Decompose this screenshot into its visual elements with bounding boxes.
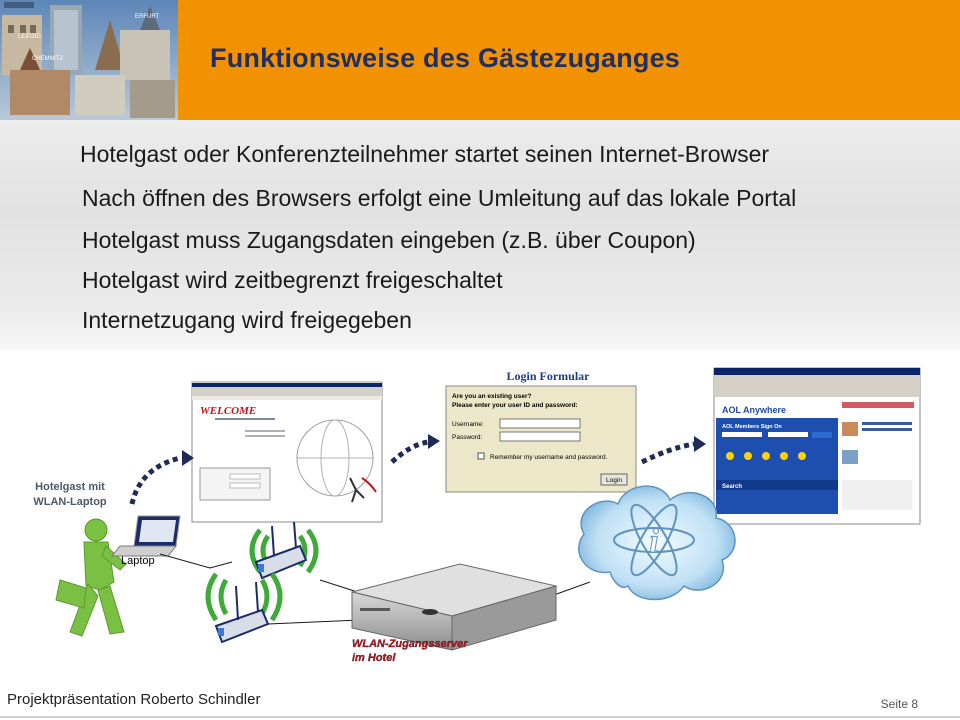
internet-cloud-icon	[579, 486, 735, 599]
guest-access-diagram	[0, 350, 960, 690]
guest-label-line2: WLAN-Laptop	[33, 496, 107, 508]
welcome-browser-screenshot	[192, 382, 382, 522]
server-label-line1: WLAN-Zugangsserver	[352, 638, 468, 650]
info-symbol: i	[649, 523, 659, 560]
aol-search-text: Search	[722, 484, 743, 490]
aol-signon-text: AOL Members Sign On	[722, 424, 782, 430]
login-button: Login	[606, 477, 622, 484]
login-username-label: Username:	[452, 421, 484, 428]
collage-label-chemnitz: CHEMNITZ	[32, 56, 63, 62]
welcome-text: WELCOME	[200, 405, 257, 417]
footer-presenter: Projektpräsentation Roberto Schindler	[7, 691, 261, 708]
login-form-title: Login Formular	[506, 369, 590, 383]
page-number: Seite 8	[880, 697, 918, 711]
aol-brand-text: AOL Anywhere	[722, 405, 787, 415]
server-label-line2: im Hotel	[352, 652, 396, 664]
collage-label-leipzig: LEIPZIG	[18, 34, 42, 40]
arrow-login-to-aol	[642, 444, 694, 462]
slide-title: Funktionsweise des Gästezuganges	[210, 43, 681, 73]
arrow-welcome-to-login	[392, 442, 428, 462]
login-remember-label: Remember my username and password.	[490, 454, 608, 461]
bullet-1: Nach öffnen des Browsers erfolgt eine Umleitung auf das lokale Portal	[82, 185, 797, 211]
login-form-screenshot	[446, 386, 636, 492]
aol-browser-screenshot	[714, 368, 920, 524]
bullet-3: Hotelgast wird zeitbegrenzt freigeschaltet	[82, 267, 503, 293]
login-question-2: Please enter your user ID and password:	[452, 402, 578, 409]
bullet-2: Hotelgast muss Zugangsdaten eingeben (z.B. über Coupon)	[82, 227, 696, 253]
access-point-1	[252, 522, 316, 578]
collage-label-erfurt: ERFURT	[135, 14, 160, 20]
city-collage-image	[0, 0, 178, 120]
footer-divider	[0, 716, 960, 718]
guest-label-line1: Hotelgast mit	[35, 481, 105, 493]
access-point-2	[208, 574, 280, 642]
login-password-label: Password:	[452, 434, 483, 441]
bullet-4: Internetzugang wird freigegeben	[82, 307, 412, 333]
laptop-label: Laptop	[121, 555, 155, 567]
laptop-icon	[112, 516, 180, 556]
guest-figure	[56, 519, 126, 636]
login-question-1: Are you an existing user?	[452, 393, 532, 400]
lead-text: Hotelgast oder Konferenzteilnehmer startet seinen Internet-Browser	[80, 141, 770, 167]
wireless-link-line	[160, 554, 232, 568]
arrow-laptop-to-welcome	[132, 458, 180, 504]
